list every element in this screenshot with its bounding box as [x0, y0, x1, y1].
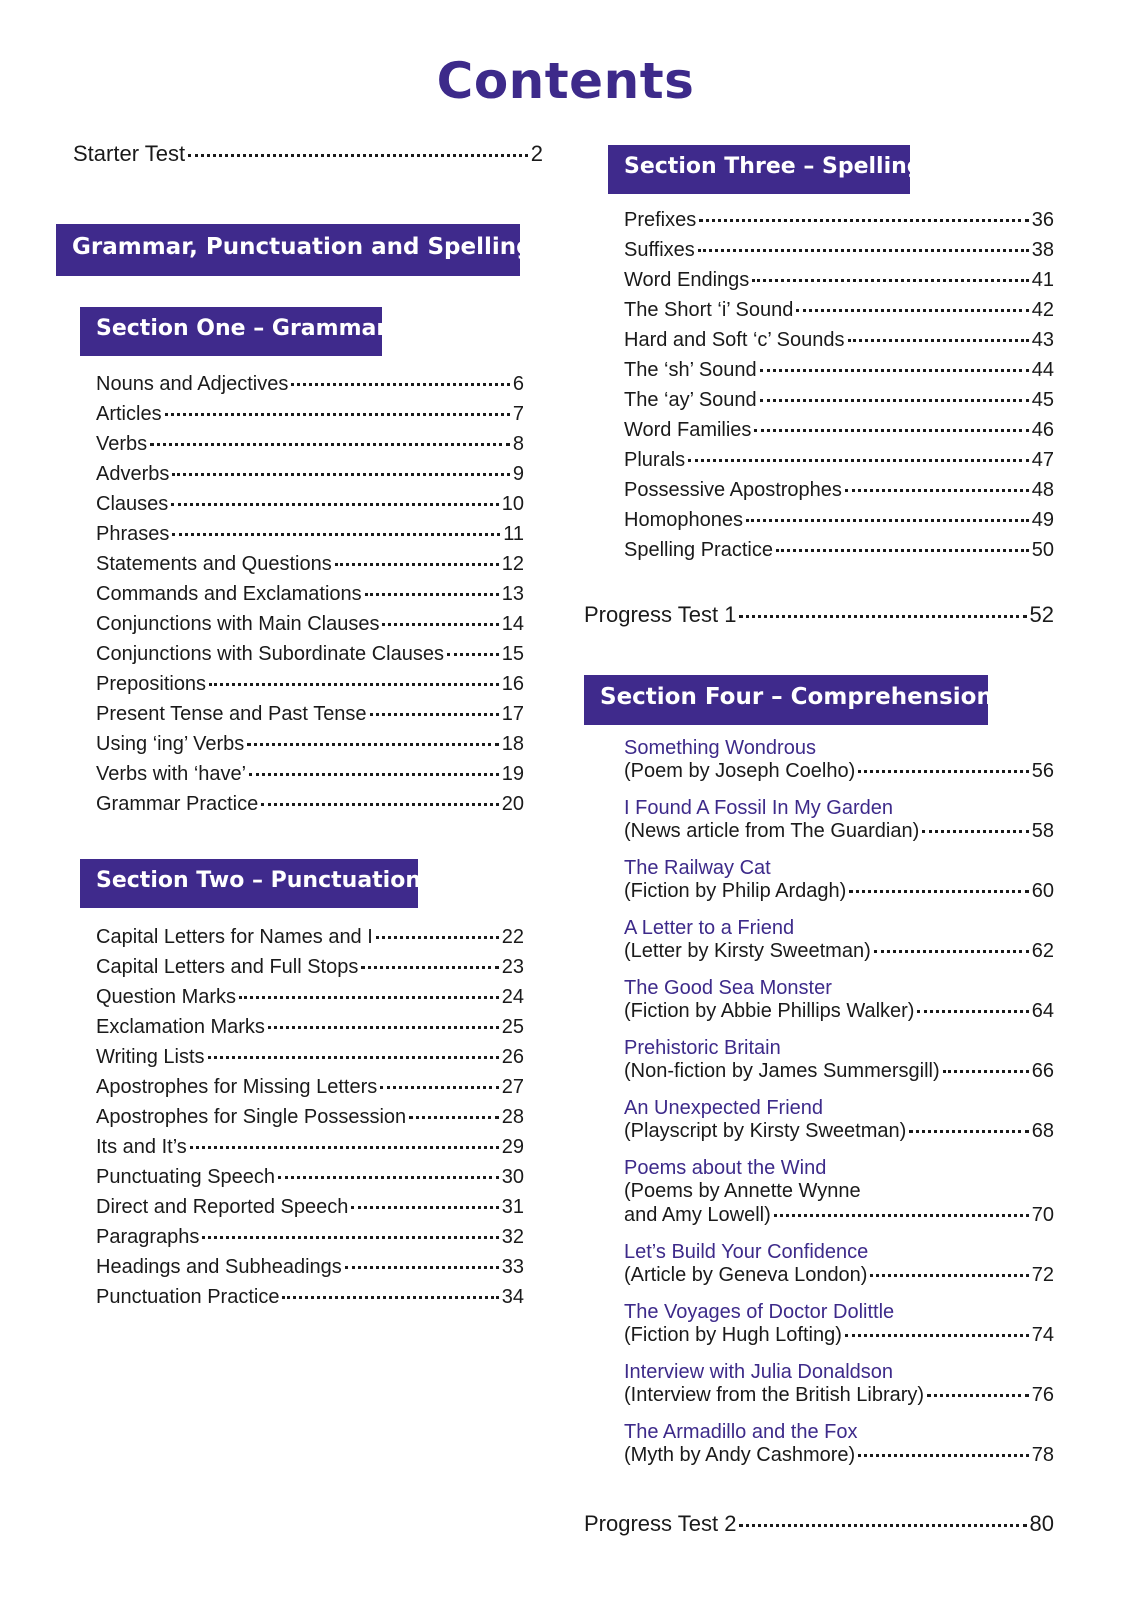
- comprehension-title[interactable]: A Letter to a Friend: [624, 917, 795, 939]
- leader-dots: [409, 1116, 499, 1119]
- leader-dots: [688, 459, 1029, 462]
- entry-page: 26: [501, 1046, 524, 1068]
- entry-page: 56: [1031, 760, 1054, 782]
- entry-page: 78: [1031, 1444, 1054, 1466]
- comprehension-entry[interactable]: [624, 1380, 1054, 1410]
- entry-page: 22: [501, 926, 524, 948]
- entry-page: 74: [1031, 1324, 1054, 1346]
- entry-label: Suffixes: [624, 239, 695, 261]
- leader-dots: [268, 1026, 499, 1029]
- entry-page: 34: [501, 1286, 524, 1308]
- comprehension-detail: (Poems by Annette Wynne: [624, 1180, 861, 1202]
- toc-entry[interactable]: [96, 1012, 524, 1042]
- toc-entry[interactable]: [96, 639, 524, 669]
- entry-page: 44: [1031, 359, 1054, 381]
- comprehension-entry[interactable]: [624, 1440, 1054, 1470]
- section-four-heading: Section Four – Comprehension: [584, 675, 988, 725]
- leader-dots: [774, 1214, 1029, 1217]
- comprehension-entry[interactable]: [624, 1260, 1054, 1290]
- entry-page: 14: [501, 613, 524, 635]
- comprehension-title[interactable]: Interview with Julia Donaldson: [624, 1361, 894, 1383]
- leader-dots: [165, 413, 510, 416]
- entry-page: 27: [501, 1076, 524, 1098]
- toc-entry[interactable]: [624, 235, 1054, 265]
- entry-page: 58: [1031, 820, 1054, 842]
- comprehension-title[interactable]: I Found A Fossil In My Garden: [624, 797, 894, 819]
- toc-entry[interactable]: [96, 729, 524, 759]
- comprehension-title[interactable]: The Good Sea Monster: [624, 977, 832, 999]
- entry-page: 10: [501, 493, 524, 515]
- entry-label: Hard and Soft ‘c’ Sounds: [624, 329, 845, 351]
- entry-label: Adverbs: [96, 463, 170, 485]
- entry-label: Possessive Apostrophes: [624, 479, 842, 501]
- entry-page: 66: [1031, 1060, 1054, 1082]
- entry-page: 48: [1031, 479, 1054, 501]
- leader-dots: [849, 890, 1028, 893]
- toc-entry[interactable]: [624, 295, 1054, 325]
- entry-label: Apostrophes for Single Possession: [96, 1106, 407, 1128]
- leader-dots: [698, 249, 1029, 252]
- entry-page: 29: [501, 1136, 524, 1158]
- entry-page: 28: [501, 1106, 524, 1128]
- leader-dots: [447, 653, 499, 656]
- entry-page: 13: [501, 583, 524, 605]
- comprehension-entry[interactable]: [624, 876, 1054, 906]
- leader-dots: [171, 503, 498, 506]
- leader-dots: [361, 966, 498, 969]
- leader-dots: [208, 1056, 499, 1059]
- entry-page: 80: [1029, 1511, 1054, 1536]
- toc-entry[interactable]: [96, 1072, 524, 1102]
- entry-page: 49: [1031, 509, 1054, 531]
- entry-page: 8: [512, 433, 524, 455]
- leader-dots: [278, 1176, 499, 1179]
- leader-dots: [927, 1394, 1029, 1397]
- entry-label: (Fiction by Hugh Lofting): [624, 1324, 842, 1346]
- leader-dots: [188, 154, 528, 157]
- entry-page: 6: [512, 373, 524, 395]
- entry-label: (Letter by Kirsty Sweetman): [624, 940, 871, 962]
- entry-label: (Myth by Andy Cashmore): [624, 1444, 856, 1466]
- toc-entry[interactable]: [96, 1132, 524, 1162]
- entry-page: 32: [501, 1226, 524, 1248]
- comprehension-entry[interactable]: [624, 1116, 1054, 1146]
- entry-label: Nouns and Adjectives: [96, 373, 289, 395]
- leader-dots: [291, 383, 510, 386]
- entry-label: Conjunctions with Main Clauses: [96, 613, 380, 635]
- entry-page: 15: [501, 643, 524, 665]
- entry-label: The ‘ay’ Sound: [624, 389, 757, 411]
- toc-entry[interactable]: [624, 385, 1054, 415]
- entry-page: 33: [501, 1256, 524, 1278]
- entry-label: Word Families: [624, 419, 752, 441]
- entry-label: Articles: [96, 403, 162, 425]
- leader-dots: [172, 533, 500, 536]
- toc-entry[interactable]: [96, 549, 524, 579]
- toc-entry[interactable]: [624, 445, 1054, 475]
- comprehension-title[interactable]: Something Wondrous: [624, 737, 816, 759]
- entry-page: 7: [512, 403, 524, 425]
- leader-dots: [380, 1086, 499, 1089]
- entry-page: 12: [501, 553, 524, 575]
- toc-entry[interactable]: [96, 1282, 524, 1312]
- entry-page: 18: [501, 733, 524, 755]
- comprehension-title[interactable]: Prehistoric Britain: [624, 1037, 781, 1059]
- gps-banner: Grammar, Punctuation and Spelling: [56, 224, 520, 276]
- toc-entry[interactable]: [96, 789, 524, 819]
- leader-dots: [190, 1146, 499, 1149]
- leader-dots: [739, 615, 1026, 618]
- toc-entry[interactable]: [96, 1162, 524, 1192]
- entry-label: (Poem by Joseph Coelho): [624, 760, 856, 782]
- entry-page: 46: [1031, 419, 1054, 441]
- leader-dots: [282, 1296, 498, 1299]
- leader-dots: [209, 683, 499, 686]
- leader-dots: [699, 219, 1029, 222]
- entry-label: Progress Test 2: [584, 1511, 737, 1536]
- leader-dots: [239, 996, 499, 999]
- entry-label: Prefixes: [624, 209, 697, 231]
- leader-dots: [739, 1524, 1026, 1527]
- entry-page: 9: [512, 463, 524, 485]
- entry-label: Apostrophes for Missing Letters: [96, 1076, 378, 1098]
- entry-label: Headings and Subheadings: [96, 1256, 342, 1278]
- entry-page: 62: [1031, 940, 1054, 962]
- section-one-heading: Section One – Grammar: [80, 307, 382, 356]
- entry-label: Spelling Practice: [624, 539, 773, 561]
- entry-label: Plurals: [624, 449, 686, 471]
- entry-label: Punctuation Practice: [96, 1286, 280, 1308]
- comprehension-title[interactable]: An Unexpected Friend: [624, 1097, 824, 1119]
- entry-label: Capital Letters and Full Stops: [96, 956, 359, 978]
- leader-dots: [365, 593, 499, 596]
- comprehension-title[interactable]: The Armadillo and the Fox: [624, 1421, 858, 1443]
- entry-page: 17: [501, 703, 524, 725]
- comprehension-entry[interactable]: [624, 936, 1054, 966]
- progress-test-1-row[interactable]: [584, 600, 1054, 630]
- comprehension-entry[interactable]: [624, 1320, 1054, 1350]
- entry-page: 68: [1031, 1120, 1054, 1142]
- entry-label: Present Tense and Past Tense: [96, 703, 367, 725]
- entry-label: (Playscript by Kirsty Sweetman): [624, 1120, 907, 1142]
- toc-entry[interactable]: [96, 982, 524, 1012]
- leader-dots: [376, 936, 499, 939]
- toc-entry[interactable]: [96, 759, 524, 789]
- starter-test-row[interactable]: [73, 139, 543, 169]
- entry-label: Clauses: [96, 493, 169, 515]
- toc-entry[interactable]: [96, 399, 524, 429]
- leader-dots: [760, 369, 1029, 372]
- entry-label: Phrases: [96, 523, 170, 545]
- leader-dots: [909, 1130, 1028, 1133]
- toc-entry[interactable]: [624, 415, 1054, 445]
- entry-label: and Amy Lowell): [624, 1204, 771, 1226]
- entry-page: 50: [1031, 539, 1054, 561]
- entry-page: 16: [501, 673, 524, 695]
- entry-page: 23: [501, 956, 524, 978]
- toc-entry[interactable]: [96, 519, 524, 549]
- entry-page: 64: [1031, 1000, 1054, 1022]
- comprehension-entry[interactable]: [624, 996, 1054, 1026]
- comprehension-title[interactable]: Poems about the Wind: [624, 1157, 827, 1179]
- toc-entry[interactable]: [96, 922, 524, 952]
- leader-dots: [874, 950, 1029, 953]
- leader-dots: [335, 563, 499, 566]
- leader-dots: [776, 549, 1029, 552]
- entry-page: 45: [1031, 389, 1054, 411]
- entry-label: Statements and Questions: [96, 553, 332, 575]
- leader-dots: [858, 1454, 1029, 1457]
- entry-label: Writing Lists: [96, 1046, 205, 1068]
- entry-page: 43: [1031, 329, 1054, 351]
- entry-page: 19: [501, 763, 524, 785]
- entry-page: 36: [1031, 209, 1054, 231]
- toc-entry[interactable]: [96, 1102, 524, 1132]
- entry-page: 42: [1031, 299, 1054, 321]
- leader-dots: [150, 443, 510, 446]
- entry-label: (Fiction by Abbie Phillips Walker): [624, 1000, 915, 1022]
- toc-entry[interactable]: [624, 505, 1054, 535]
- entry-page: 24: [501, 986, 524, 1008]
- entry-label: Capital Letters for Names and I: [96, 926, 373, 948]
- section-three-heading: Section Three – Spelling: [608, 145, 910, 194]
- leader-dots: [845, 1334, 1029, 1337]
- entry-page: 30: [501, 1166, 524, 1188]
- toc-entry[interactable]: [624, 205, 1054, 235]
- entry-label: (Non-fiction by James Summersgill): [624, 1060, 940, 1082]
- entry-page: 2: [530, 141, 543, 166]
- toc-entry[interactable]: [624, 265, 1054, 295]
- entry-page: 20: [501, 793, 524, 815]
- leader-dots: [202, 1236, 498, 1239]
- toc-entry[interactable]: [96, 489, 524, 519]
- entry-label: Progress Test 1: [584, 602, 737, 627]
- entry-label: The ‘sh’ Sound: [624, 359, 757, 381]
- entry-label: (Fiction by Philip Ardagh): [624, 880, 847, 902]
- entry-page: 72: [1031, 1264, 1054, 1286]
- entry-page: 60: [1031, 880, 1054, 902]
- entry-label: Direct and Reported Speech: [96, 1196, 349, 1218]
- entry-page: 76: [1031, 1384, 1054, 1406]
- leader-dots: [796, 309, 1028, 312]
- section-two-heading: Section Two – Punctuation: [80, 859, 418, 908]
- leader-dots: [746, 519, 1029, 522]
- entry-label: Conjunctions with Subordinate Clauses: [96, 643, 444, 665]
- entry-page: 47: [1031, 449, 1054, 471]
- leader-dots: [858, 770, 1029, 773]
- entry-label: Using ‘ing’ Verbs: [96, 733, 245, 755]
- leader-dots: [943, 1070, 1029, 1073]
- comprehension-entry[interactable]: [624, 816, 1054, 846]
- leader-dots: [845, 489, 1029, 492]
- leader-dots: [754, 429, 1028, 432]
- entry-page: 31: [501, 1196, 524, 1218]
- entry-label: Its and It’s: [96, 1136, 187, 1158]
- entry-page: 52: [1029, 602, 1054, 627]
- comprehension-title[interactable]: The Railway Cat: [624, 857, 771, 879]
- entry-label: Homophones: [624, 509, 743, 531]
- entry-label: (Article by Geneva London): [624, 1264, 868, 1286]
- leader-dots: [382, 623, 498, 626]
- toc-entry[interactable]: [96, 669, 524, 699]
- toc-entry[interactable]: [624, 355, 1054, 385]
- entry-page: 70: [1031, 1204, 1054, 1226]
- entry-label: Exclamation Marks: [96, 1016, 265, 1038]
- entry-label: Grammar Practice: [96, 793, 259, 815]
- entry-label: Verbs with ‘have’: [96, 763, 247, 785]
- entry-label: Verbs: [96, 433, 148, 455]
- toc-entry[interactable]: [96, 1042, 524, 1072]
- entry-label: Commands and Exclamations: [96, 583, 362, 605]
- toc-entry[interactable]: [624, 325, 1054, 355]
- leader-dots: [760, 399, 1029, 402]
- toc-entry[interactable]: [96, 429, 524, 459]
- entry-label: (Interview from the British Library): [624, 1384, 925, 1406]
- entry-label: Question Marks: [96, 986, 237, 1008]
- entry-label: Paragraphs: [96, 1226, 200, 1248]
- entry-page: 25: [501, 1016, 524, 1038]
- entry-label: Prepositions: [96, 673, 207, 695]
- page-title: Contents: [436, 52, 695, 110]
- comprehension-entry[interactable]: [624, 1200, 1054, 1230]
- entry-label: Starter Test: [73, 141, 186, 166]
- leader-dots: [752, 279, 1028, 282]
- leader-dots: [370, 713, 499, 716]
- leader-dots: [172, 473, 510, 476]
- leader-dots: [870, 1274, 1028, 1277]
- entry-page: 38: [1031, 239, 1054, 261]
- toc-entry[interactable]: [96, 369, 524, 399]
- comprehension-title[interactable]: Let’s Build Your Confidence: [624, 1241, 869, 1263]
- entry-label: (News article from The Guardian): [624, 820, 920, 842]
- leader-dots: [249, 773, 499, 776]
- comprehension-entry[interactable]: [624, 1056, 1054, 1086]
- leader-dots: [848, 339, 1029, 342]
- leader-dots: [922, 830, 1028, 833]
- toc-entry[interactable]: [96, 699, 524, 729]
- progress-test-2-row[interactable]: [584, 1509, 1054, 1539]
- comprehension-entry[interactable]: [624, 756, 1054, 786]
- toc-entry[interactable]: [96, 1222, 524, 1252]
- toc-entry[interactable]: [96, 459, 524, 489]
- toc-entry[interactable]: [96, 579, 524, 609]
- leader-dots: [261, 803, 499, 806]
- entry-page: 11: [503, 523, 524, 545]
- entry-page: 41: [1031, 269, 1054, 291]
- entry-label: The Short ‘i’ Sound: [624, 299, 794, 321]
- toc-entry[interactable]: [96, 609, 524, 639]
- toc-entry[interactable]: [624, 535, 1054, 565]
- leader-dots: [351, 1206, 498, 1209]
- toc-entry[interactable]: [624, 475, 1054, 505]
- leader-dots: [345, 1266, 499, 1269]
- toc-entry[interactable]: [96, 952, 524, 982]
- leader-dots: [247, 743, 499, 746]
- toc-entry[interactable]: [96, 1192, 524, 1222]
- toc-entry[interactable]: [96, 1252, 524, 1282]
- entry-label: Punctuating Speech: [96, 1166, 276, 1188]
- comprehension-title[interactable]: The Voyages of Doctor Dolittle: [624, 1301, 895, 1323]
- leader-dots: [917, 1010, 1028, 1013]
- entry-label: Word Endings: [624, 269, 750, 291]
